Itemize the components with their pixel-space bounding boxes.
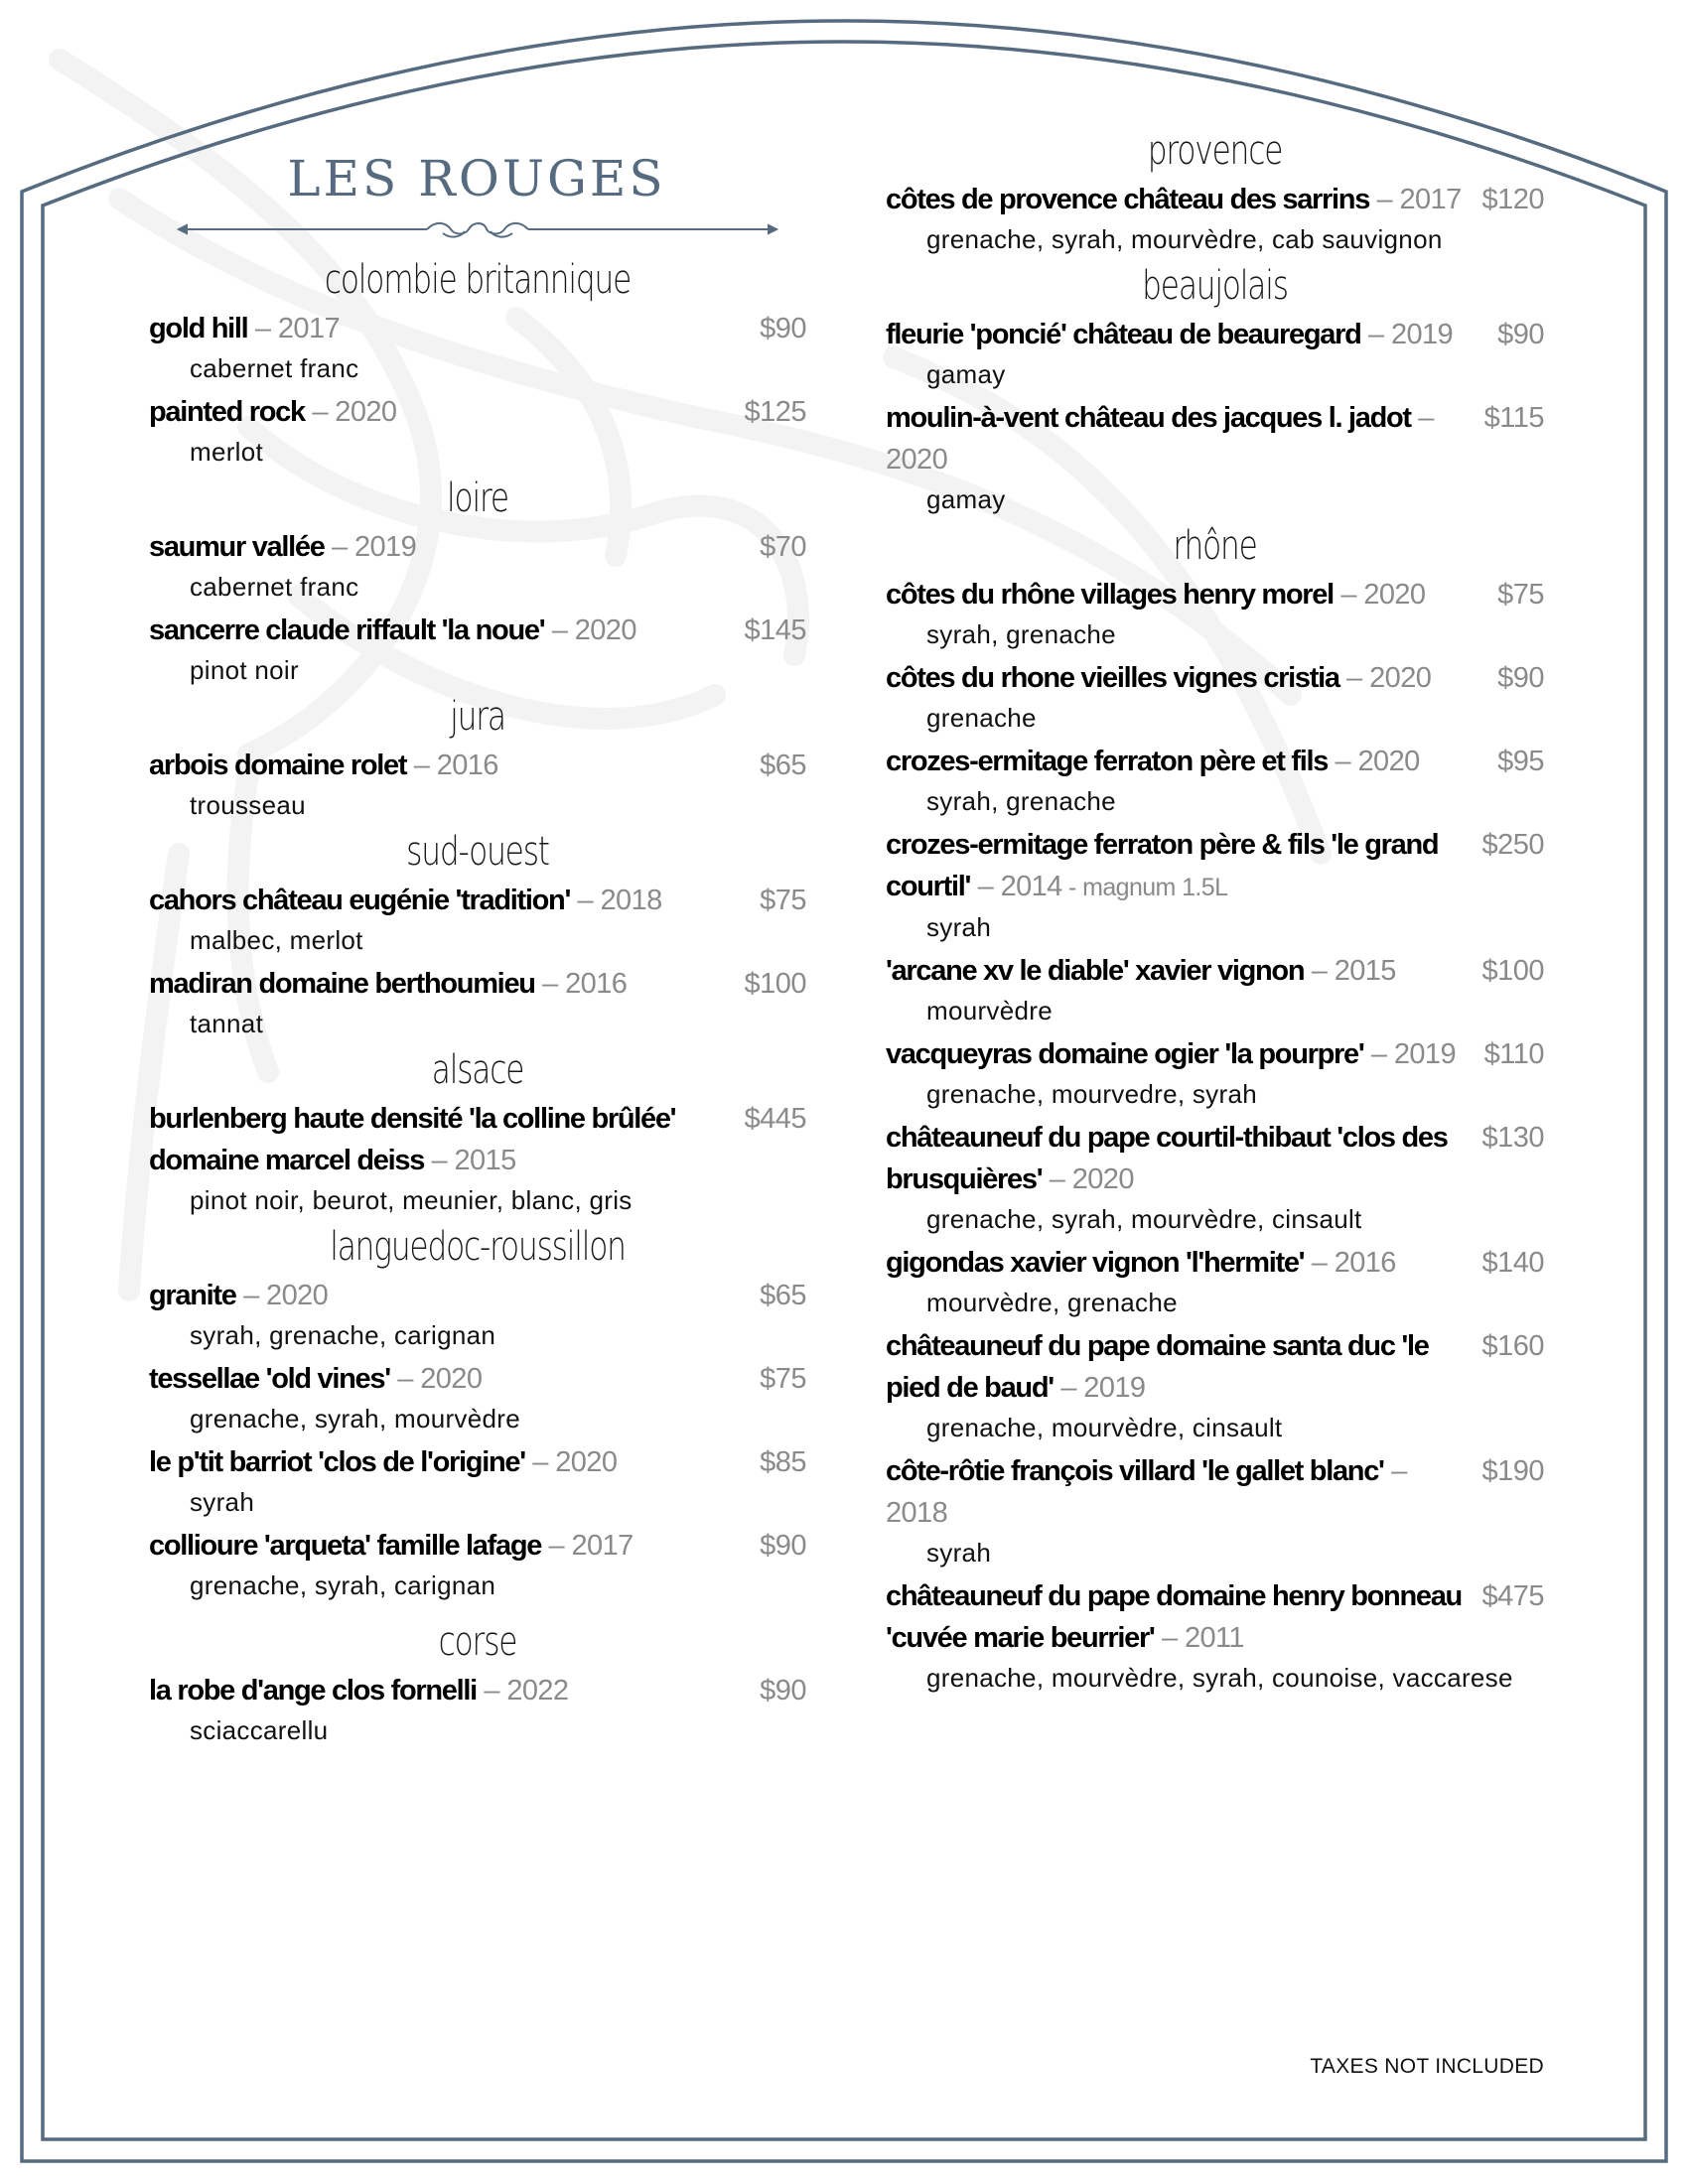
wine-price: $475: [1481, 1580, 1544, 1612]
wine-list-item: [149, 610, 806, 689]
region-heading: sud-ouest: [406, 829, 549, 875]
wine-grapes: sciaccarellu: [190, 1715, 329, 1745]
wine-vintage: – 2014: [977, 871, 1062, 902]
wine-grapes: tannat: [190, 1009, 264, 1038]
wine-title-line: [886, 1033, 1544, 1075]
wine-price: $90: [760, 1530, 806, 1562]
wine-title-line: [886, 314, 1544, 355]
wine-grapes: grenache, syrah, carignan: [190, 1570, 496, 1600]
wine-name: vacqueyras domaine ogier 'la pourpre': [886, 1038, 1364, 1070]
wine-price: $445: [744, 1103, 806, 1135]
wine-name: painted rock: [149, 396, 305, 428]
wine-grapes: syrah, grenache, carignan: [190, 1320, 496, 1350]
wine-price: $250: [1481, 829, 1544, 861]
wine-grapes: syrah: [926, 1538, 992, 1568]
wine-grapes: pinot noir: [190, 655, 299, 685]
wine-grapes: gamay: [926, 484, 1006, 514]
wine-vintage: – 2018: [577, 885, 662, 916]
wine-grapes: syrah, grenache: [926, 619, 1116, 649]
wine-list-item: [149, 308, 806, 387]
wine-title-line: [149, 610, 806, 651]
wine-name: gold hill: [149, 313, 248, 344]
wine-price: $125: [744, 396, 806, 428]
wine-name: la robe d'ange clos fornelli: [149, 1675, 477, 1706]
wine-title-line: [886, 741, 1544, 782]
wine-name: cahors château eugénie 'tradition': [149, 885, 571, 916]
wine-grapes: grenache: [926, 703, 1037, 733]
wine-vintage: – 2017: [548, 1530, 633, 1562]
wine-list-item: [886, 741, 1544, 820]
wine-name: gigondas xavier vignon 'l'hermite': [886, 1247, 1305, 1279]
wine-vintage: – 2019: [1370, 1038, 1456, 1070]
wine-vintage: – 2020: [1335, 746, 1420, 777]
wine-price: $145: [744, 614, 806, 646]
wine-grapes: cabernet franc: [190, 353, 359, 383]
wine-title-line: [886, 574, 1544, 615]
wine-title-line: [149, 308, 806, 349]
wine-list-item: [149, 963, 806, 1042]
wine-vintage: – 2020: [243, 1280, 329, 1311]
wine-grapes: syrah, grenache: [926, 786, 1116, 816]
wine-grapes: mourvèdre, grenache: [926, 1288, 1178, 1317]
wine-name: châteauneuf du pape domaine santa duc 'le pied de baud': [886, 1330, 1429, 1404]
wine-vintage: – 2020: [551, 614, 636, 646]
wine-list-item: [149, 1525, 806, 1604]
wine-name: collioure 'arqueta' famille lafage: [149, 1530, 542, 1562]
wine-grapes: grenache, syrah, mourvèdre: [190, 1404, 520, 1433]
wine-title-line: [886, 657, 1544, 699]
wine-price: $140: [1481, 1247, 1544, 1279]
wine-vintage: – 2017: [1376, 184, 1462, 215]
wine-title-line: [149, 963, 806, 1005]
wine-price: $120: [1481, 184, 1544, 215]
wine-vintage: – 2017: [254, 313, 341, 344]
right-wine-column: [886, 127, 1544, 1701]
wine-list-item: [886, 1033, 1544, 1113]
wine-title-line: [149, 1098, 806, 1181]
wine-name: côtes de provence château des sarrins: [886, 184, 1370, 215]
wine-vintage: – 2020: [1049, 1163, 1134, 1195]
wine-name: saumur vallée: [149, 531, 325, 563]
wine-title-line: [886, 824, 1544, 908]
wine-vintage: – 2020: [312, 396, 397, 428]
wine-vintage: – 2011: [1162, 1622, 1244, 1654]
wine-price: $100: [1481, 955, 1544, 987]
wine-list-item: [886, 824, 1544, 946]
wine-list-item: [886, 179, 1544, 258]
wine-grapes: syrah: [926, 912, 992, 942]
wine-list-item: [149, 1098, 806, 1219]
region-heading: provence: [1147, 128, 1283, 174]
wine-price: $90: [760, 313, 806, 344]
wine-title-line: [149, 745, 806, 786]
wine-price: $110: [1483, 1038, 1544, 1070]
wine-title-line: [149, 1525, 806, 1567]
region-heading: beaujolais: [1142, 263, 1288, 309]
wine-list-item: [886, 657, 1544, 737]
region-heading: loire: [447, 476, 508, 521]
wine-list-item: [886, 574, 1544, 653]
wine-list-item: [886, 397, 1544, 518]
wine-list-item: [886, 950, 1544, 1029]
wine-vintage: – 2020: [886, 402, 1434, 476]
wine-vintage: – 2019: [1367, 319, 1454, 350]
wine-price: $160: [1481, 1330, 1544, 1362]
wine-title-line: [149, 880, 806, 921]
wine-list-item: [149, 1275, 806, 1354]
wine-vintage: – 2018: [886, 1455, 1407, 1529]
wine-price: $190: [1481, 1455, 1544, 1487]
wine-vintage: – 2019: [1060, 1372, 1146, 1404]
wine-price: $115: [1483, 402, 1544, 434]
wine-title-line: [149, 526, 806, 568]
wine-name: arbois domaine rolet: [149, 750, 407, 781]
wine-title-line: [149, 1670, 806, 1711]
wine-list-item: [149, 880, 806, 959]
wine-list-item: [149, 1358, 806, 1437]
ornamental-divider-icon: [177, 217, 778, 241]
wine-grapes: grenache, syrah, mourvèdre, cinsault: [926, 1204, 1362, 1234]
wine-vintage: – 2016: [413, 750, 498, 781]
wine-list-item: [149, 1670, 806, 1749]
menu-title: LES ROUGES: [287, 150, 666, 207]
wine-title-line: [886, 1450, 1544, 1534]
wine-vintage: – 2019: [332, 531, 417, 563]
wine-price: $95: [1497, 746, 1544, 777]
wine-name: côte-rôtie françois villard 'le gallet blanc': [886, 1455, 1384, 1487]
wine-list-item: [886, 1575, 1544, 1697]
wine-price: $85: [760, 1446, 806, 1478]
wine-name: châteauneuf du pape domaine henry bonneau 'cuvée marie beurrier': [886, 1580, 1462, 1654]
wine-price: $75: [760, 1363, 806, 1395]
wine-price: $70: [760, 531, 806, 563]
region-heading: alsace: [431, 1047, 524, 1093]
wine-grapes: mourvèdre: [926, 996, 1053, 1025]
wine-vintage: – 2020: [1346, 662, 1432, 694]
wine-price: $65: [760, 750, 806, 781]
wine-title-line: [886, 179, 1544, 220]
wine-vintage: – 2016: [1311, 1247, 1396, 1279]
wine-name: le p'tit barriot 'clos de l'origine': [149, 1446, 525, 1478]
wine-list-item: [886, 1325, 1544, 1446]
wine-vintage: – 2020: [397, 1363, 483, 1395]
wine-name: crozes-ermitage ferraton père & fils 'le grand courtil': [886, 829, 1439, 902]
wine-list-item: [149, 526, 806, 606]
wine-title-line: [149, 1358, 806, 1400]
wine-name: 'arcane xv le diable' xavier vignon: [886, 955, 1305, 987]
wine-title-line: [886, 950, 1544, 992]
wine-price: $130: [1481, 1122, 1544, 1154]
wine-price: $75: [1497, 579, 1544, 611]
wine-grapes: grenache, mourvedre, syrah: [926, 1079, 1257, 1109]
wine-name: madiran domaine berthoumieu: [149, 968, 535, 1000]
wine-name: côtes du rhône villages henry morel: [886, 579, 1334, 611]
wine-grapes: pinot noir, beurot, meunier, blanc, gris: [190, 1185, 633, 1215]
wine-grapes: gamay: [926, 359, 1006, 389]
wine-price: $65: [760, 1280, 806, 1311]
wine-grapes: merlot: [190, 437, 264, 467]
wine-name: fleurie 'poncié' château de beauregard: [886, 319, 1361, 350]
wine-list-item: [886, 1117, 1544, 1238]
left-wine-column: [149, 256, 806, 1753]
wine-vintage: – 2015: [431, 1145, 516, 1176]
wine-name: côtes du rhone vieilles vignes cristia: [886, 662, 1339, 694]
region-heading: rhône: [1173, 523, 1257, 569]
wine-price: $90: [1497, 662, 1544, 694]
wine-title-line: [886, 1575, 1544, 1659]
wine-vintage: – 2020: [532, 1446, 618, 1478]
wine-name: tessellae 'old vines': [149, 1363, 390, 1395]
wine-title-line: [886, 1242, 1544, 1284]
wine-title-line: [149, 1275, 806, 1316]
region-heading: languedoc-roussillon: [330, 1224, 626, 1270]
wine-name: crozes-ermitage ferraton père et fils: [886, 746, 1329, 777]
wine-grapes: grenache, syrah, mourvèdre, cab sauvignon: [926, 224, 1443, 254]
wine-price: $100: [744, 968, 806, 1000]
wine-title-line: [886, 397, 1544, 480]
wine-price: $90: [760, 1675, 806, 1706]
wine-grapes: malbec, merlot: [190, 925, 363, 955]
wine-title-line: [149, 391, 806, 433]
wine-grapes: syrah: [190, 1487, 255, 1517]
region-heading: jura: [450, 694, 505, 740]
wine-format-note: - magnum 1.5L: [1061, 874, 1228, 901]
wine-name: châteauneuf du pape courtil-thibaut 'clos des brusquières': [886, 1122, 1448, 1195]
wine-list-item: [886, 1242, 1544, 1321]
wine-grapes: trousseau: [190, 790, 306, 820]
wine-name: moulin-à-vent château des jacques l. jadot: [886, 402, 1411, 434]
wine-name: burlenberg haute densité 'la colline brûlée' domaine marcel deiss: [149, 1103, 676, 1176]
wine-name: granite: [149, 1280, 236, 1311]
wine-list-item: [886, 314, 1544, 393]
wine-vintage: – 2015: [1311, 955, 1396, 987]
wine-grapes: grenache, mourvèdre, syrah, counoise, vaccarese: [926, 1663, 1513, 1693]
wine-price: $75: [760, 885, 806, 916]
taxes-note: TAXES NOT INCLUDED: [1310, 2055, 1544, 2078]
wine-title-line: [886, 1117, 1544, 1200]
region-heading: corse: [438, 1619, 517, 1665]
wine-list-item: [149, 391, 806, 471]
wine-vintage: – 2016: [542, 968, 628, 1000]
wine-vintage: – 2020: [1340, 579, 1426, 611]
wine-title-line: [149, 1441, 806, 1483]
wine-title-line: [886, 1325, 1544, 1409]
wine-list-item: [886, 1450, 1544, 1571]
wine-list-item: [149, 1441, 806, 1521]
region-heading: colombie britannique: [324, 257, 632, 303]
wine-vintage: – 2022: [484, 1675, 569, 1706]
wine-list-item: [149, 745, 806, 824]
wine-grapes: grenache, mourvèdre, cinsault: [926, 1413, 1283, 1442]
wine-grapes: cabernet franc: [190, 572, 359, 602]
wine-name: sancerre claude riffault 'la noue': [149, 614, 545, 646]
wine-price: $90: [1497, 319, 1544, 350]
